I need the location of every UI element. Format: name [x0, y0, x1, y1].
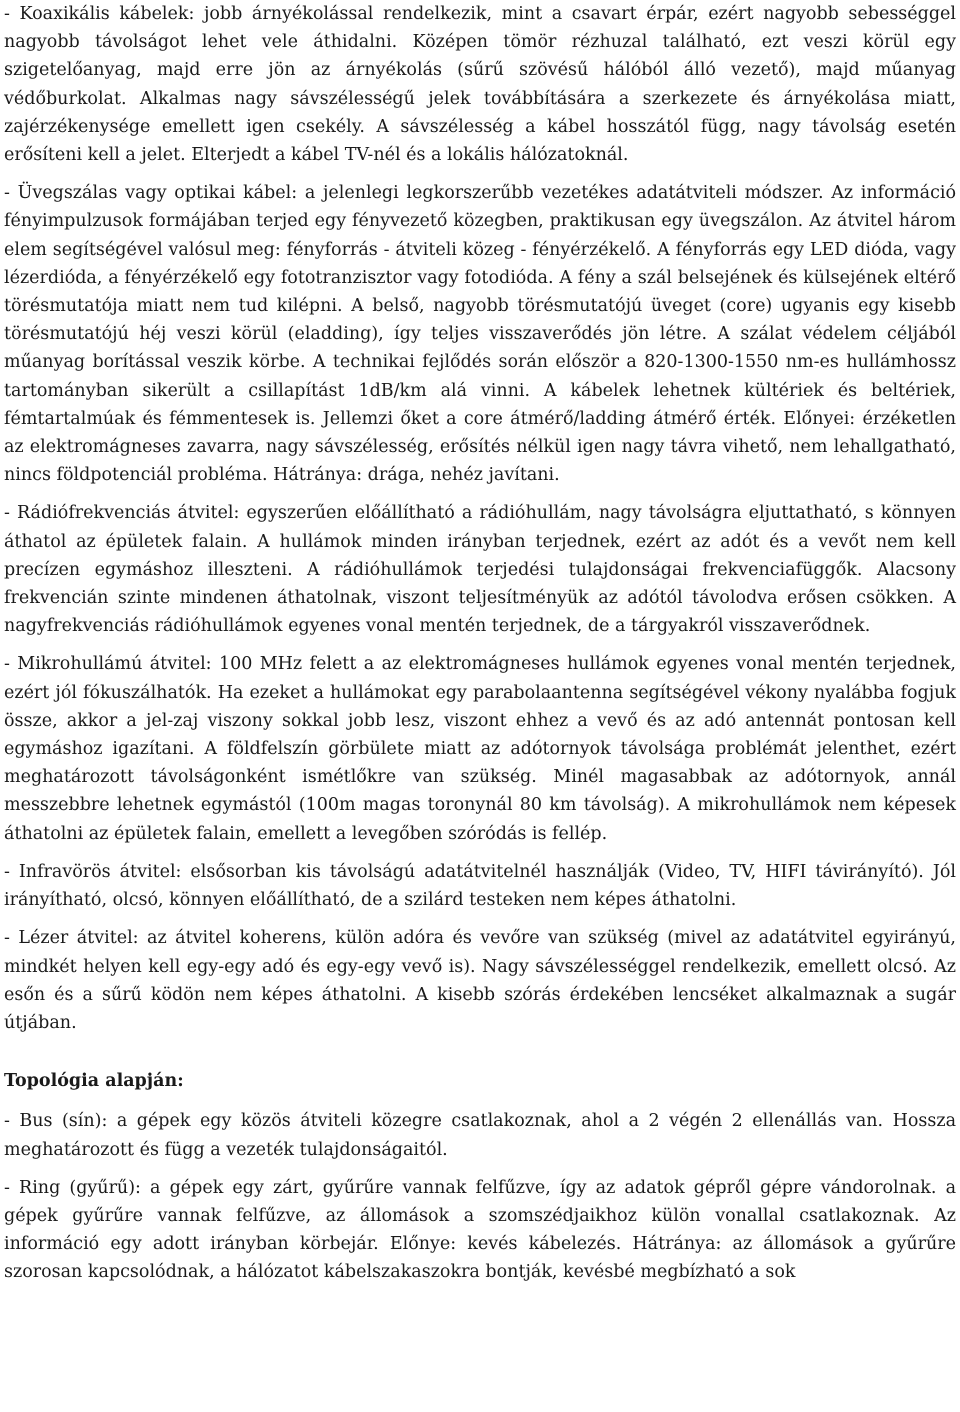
paragraph-optical-fiber: - Üvegszálas vagy optikai kábel: a jelenlegi legkorszerűbb vezetékes adatátviteli módszer. Az információ fényimpulzusok formájában terjed egy fényvezető közegben, praktikusan egy üvegszálon. Az átvitel három elem segítségével valósul meg: fényforrás - átviteli közeg - fényérzékelő. A fényforrás egy LED dióda, vagy lézerdióda, a fényérzékelő egy fototranzisztor vagy fotodióda. A fény a szál belsejének és külsejének eltérő törésmutatója miatt nem tud kilépni. A belső, nagyobb törésmutatójú üveget (core) ugyanis egy kisebb törésmutatójú héj veszi körül (eladding), így teljes visszaverődés jön létre. A szálat védelem céljából műanyag borítással veszik körbe. A technikai fejlődés során először a 820-1300-1550 nm-es hullámhossz tartományban sikerült a csillapítást 1dB/km alá vinni. A kábelek lehetnek kültériek és beltériek, fémtartalmúak és fémmentesek is. Jellemzi őket a core átmérő/ladding átmérő érték. Előnyei: érzéketlen az elektromágneses zavarra, nagy sávszélesség, erősítés nélkül igen nagy távra vihető, nem lehallgatható, nincs földpotenciál probléma. Hátránya: drága, nehéz javítani. — [4, 183, 956, 486]
paragraph-laser: - Lézer átvitel: az átvitel koherens, külön adóra és vevőre van szükség (mivel az adatátvitel egyirányú, mindkét helyen kell egy-egy adó és egy-egy vevő is). Nagy sávszélességgel rendelkezik, emellett olcsó. Az esőn és a sűrű ködön nem képes áthatolni. A kisebb szórás érdekében lencséket alkalmaznak a sugár útjában. — [4, 928, 956, 1033]
paragraph-radio-frequency: - Rádiófrekvenciás átvitel: egyszerűen előállítható a rádióhullám, nagy távolságra eljuttatható, s könnyen áthatol az épületek falain. A hullámok minden irányban terjednek, ezért az adót és a vevőt nem kell precízen egymáshoz illeszteni. A rádióhullámok terjedési tulajdonságai frekvenciafüggők. Alacsony frekvencián szinte mindenen áthatolnak, viszont teljesítményük az adótól távolodva erősen csökken. A nagyfrekvenciás rádióhullámok egyenes vonal mentén terjednek, de a tárgyakról visszaverődnek. — [4, 503, 956, 637]
paragraph-microwave: - Mikrohullámú átvitel: 100 MHz felett a az elektromágneses hullámok egyenes vonal mentén terjednek, ezért jól fókuszálhatók. Ha ezeket a hullámokat egy parabolaantenna segítségével vékony nyalábba fogjuk össze, akkor a jel-zaj viszony sokkal jobb lesz, viszont ehhez a vevő és az adó antennát pontosan kell egymáshoz igazítani. A földfelszín görbülete miatt az adótornyok távolsága problémát jelenthet, ezért meghatározott távolságonként ismétlőkre van szükség. Minél magasabbak az adótornyok, annál messzebbre lehetnek egymástól (100m magas toronynál 80 km távolság). A mikrohullámok nem képesek áthatolni az épületek falain, emellett a levegőben szóródás is fellép. — [4, 654, 956, 844]
paragraph-bus-topology: - Bus (sín): a gépek egy közös átviteli közegre csatlakoznak, ahol a 2 végén 2 ellenállás van. Hossza meghatározott és függ a vezeték tulajdonságaitól. — [4, 1111, 956, 1160]
section-heading-topology: Topológia alapján: — [4, 1071, 184, 1092]
paragraph-coaxial-cable: - Koaxikális kábelek: jobb árnyékolással rendelkezik, mint a csavart érpár, ezért nagyobb sebességgel nagyobb távolságot lehet vele áthidalni. Középen tömör rézhuzal található, ezt veszi körül egy szigetelőanyag, majd erre jön az árnyékolás (sűrű szövésű hálóból álló vezető), majd műanyag védőburkolat. Alkalmas nagy sávszélességű jelek továbbítására a szerkezete és árnyékolása miatt, zajérzékenysége emellett igen csekély. A sávszélesség a kábel hosszától függ, nagy távolság esetén erősíteni kell a jelet. Elterjedt a kábel TV-nél és a lokális hálózatoknál. — [4, 4, 956, 166]
paragraph-ring-topology: - Ring (gyűrű): a gépek egy zárt, gyűrűre vannak felfűzve, így az adatok gépről gépre vándorolnak. a gépek gyűrűre vannak felfűzve, az állomások a szomszédjaikhoz külön vonallal csatlakoznak. Az információ egy adott irányban körbejár. Előnye: kevés kábelezés. Hátránya: az állomások a gyűrűre szorosan kapcsolódnak, a hálózatot kábelszakaszokra bontják, kevésbé megbízható a sok — [4, 1177, 956, 1283]
document-page — [4, 0, 956, 1297]
paragraph-infrared: - Infravörös átvitel: elsősorban kis távolságú adatátvitelnél használják (Video, TV, HIFI távirányító). Jól irányítható, olcsó, könnyen előállítható, de a szilárd testeken nem képes áthatolni. — [4, 861, 956, 911]
